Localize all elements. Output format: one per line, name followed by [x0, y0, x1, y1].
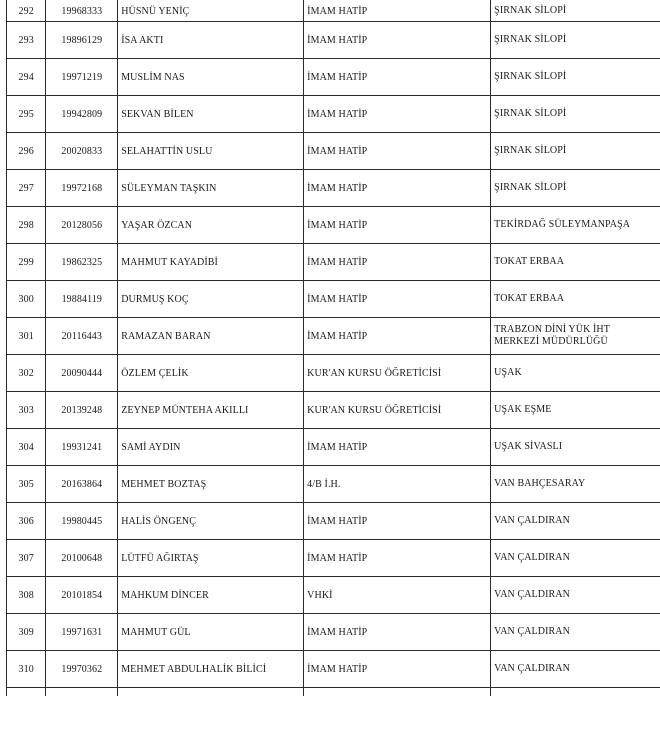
personnel-table: [6, 0, 660, 696]
cell-no: 294: [7, 59, 46, 96]
cell-task: İMAM HATİP: [304, 170, 491, 207]
cell-no: 310: [7, 651, 46, 688]
cell-place: ŞIRNAK SİLOPİ: [491, 133, 660, 170]
cell-task: İMAM HATİP: [304, 207, 491, 244]
cell-place: UŞAK: [491, 355, 660, 392]
table-row: [7, 281, 660, 318]
cell-tc: 19931241: [46, 429, 118, 466]
cell-no: 298: [7, 207, 46, 244]
cell-task: İMAM HATİP: [304, 133, 491, 170]
table-row: [7, 429, 660, 466]
cell-name: ZEYNEP MÜNTEHA AKILLI: [118, 392, 304, 429]
cell-task: İMAM HATİP: [304, 503, 491, 540]
cell-place: VAN ÇALDIRAN: [491, 614, 660, 651]
cell-place: VAN ÇALDIRAN: [491, 577, 660, 614]
cell-place: TRABZON DİNİ YÜK İHT MERKEZİ MÜDÜRLÜĞÜ: [491, 318, 660, 355]
cell-name: ÖZLEM ÇELİK: [118, 355, 304, 392]
cell-task: KUR'AN KURSU ÖĞRETİCİSİ: [304, 392, 491, 429]
cell-tc: 19896129: [46, 22, 118, 59]
cell-name: YAŞAR ÖZCAN: [118, 207, 304, 244]
table-row: [7, 651, 660, 688]
cell-no: 306: [7, 503, 46, 540]
cell-name: MAHKUM DİNCER: [118, 577, 304, 614]
cell-task: İMAM HATİP: [304, 96, 491, 133]
cell-tc: 20128056: [46, 207, 118, 244]
table-row: [7, 466, 660, 503]
cell-empty: [118, 688, 304, 697]
cell-task: 4/B İ.H.: [304, 466, 491, 503]
cell-name: HÜSNÜ YENİÇ: [118, 0, 304, 22]
cell-no: 301: [7, 318, 46, 355]
cell-tc: 20020833: [46, 133, 118, 170]
cell-name: SÜLEYMAN TAŞKIN: [118, 170, 304, 207]
cell-tc: 20101854: [46, 577, 118, 614]
cell-name: MUSLİM NAS: [118, 59, 304, 96]
table-row: [7, 170, 660, 207]
table-row: [7, 355, 660, 392]
cell-name: MAHMUT KAYADİBİ: [118, 244, 304, 281]
cell-no: 309: [7, 614, 46, 651]
cell-empty: [304, 688, 491, 697]
cell-name: MAHMUT GÜL: [118, 614, 304, 651]
cell-tc: 19884119: [46, 281, 118, 318]
cell-tc: 20163864: [46, 466, 118, 503]
cell-place: VAN BAHÇESARAY: [491, 466, 660, 503]
cell-place: ŞIRNAK SİLOPİ: [491, 59, 660, 96]
cell-no: 300: [7, 281, 46, 318]
cell-place: UŞAK SİVASLI: [491, 429, 660, 466]
cell-task: İMAM HATİP: [304, 318, 491, 355]
cell-name: MEHMET ABDULHALİK BİLİCİ: [118, 651, 304, 688]
cell-place: ŞIRNAK SİLOPİ: [491, 0, 660, 22]
table-row: [7, 540, 660, 577]
cell-task: İMAM HATİP: [304, 429, 491, 466]
cell-task: VHKİ: [304, 577, 491, 614]
cell-no: 304: [7, 429, 46, 466]
cell-task: KUR'AN KURSU ÖĞRETİCİSİ: [304, 355, 491, 392]
cell-name: LÜTFÜ AĞIRTAŞ: [118, 540, 304, 577]
cell-empty: [46, 688, 118, 697]
cell-no: 307: [7, 540, 46, 577]
table-row: [7, 59, 660, 96]
cell-task: İMAM HATİP: [304, 59, 491, 96]
cell-name: SELAHATTİN USLU: [118, 133, 304, 170]
cell-name: İSA AKTI: [118, 22, 304, 59]
cell-place: VAN ÇALDIRAN: [491, 651, 660, 688]
cell-place: VAN ÇALDIRAN: [491, 503, 660, 540]
cell-task: İMAM HATİP: [304, 22, 491, 59]
cell-task: İMAM HATİP: [304, 244, 491, 281]
table-row-partial-top: [7, 0, 660, 22]
cell-name: HALİS ÖNGENÇ: [118, 503, 304, 540]
cell-tc: 20116443: [46, 318, 118, 355]
cell-tc: 20090444: [46, 355, 118, 392]
table-row: [7, 392, 660, 429]
table-row-partial-bottom: [7, 688, 660, 697]
table-row: [7, 503, 660, 540]
cell-task: İMAM HATİP: [304, 651, 491, 688]
table-row: [7, 22, 660, 59]
table-row: [7, 133, 660, 170]
cell-tc: 19968333: [46, 0, 118, 22]
cell-no: 296: [7, 133, 46, 170]
cell-no: 292: [7, 0, 46, 22]
cell-empty: [7, 688, 46, 697]
cell-task: İMAM HATİP: [304, 281, 491, 318]
cell-tc: 19980445: [46, 503, 118, 540]
table-row: [7, 614, 660, 651]
cell-task: İMAM HATİP: [304, 614, 491, 651]
cell-tc: 19942809: [46, 96, 118, 133]
cell-no: 295: [7, 96, 46, 133]
cell-place: TOKAT ERBAA: [491, 244, 660, 281]
cell-task: İMAM HATİP: [304, 540, 491, 577]
table-body: [7, 0, 660, 696]
table-row: [7, 96, 660, 133]
cell-task: İMAM HATİP: [304, 0, 491, 22]
cell-no: 299: [7, 244, 46, 281]
cell-name: SEKVAN BİLEN: [118, 96, 304, 133]
cell-place: TEKİRDAĞ SÜLEYMANPAŞA: [491, 207, 660, 244]
cell-place: ŞIRNAK SİLOPİ: [491, 22, 660, 59]
cell-no: 297: [7, 170, 46, 207]
table-row: [7, 318, 660, 355]
cell-no: 308: [7, 577, 46, 614]
cell-tc: 20100648: [46, 540, 118, 577]
cell-tc: 19970362: [46, 651, 118, 688]
cell-name: SAMİ AYDIN: [118, 429, 304, 466]
cell-place: VAN ÇALDIRAN: [491, 540, 660, 577]
cell-place: UŞAK EŞME: [491, 392, 660, 429]
cell-no: 302: [7, 355, 46, 392]
cell-tc: 19862325: [46, 244, 118, 281]
cell-tc: 19972168: [46, 170, 118, 207]
cell-name: RAMAZAN BARAN: [118, 318, 304, 355]
cell-place: ŞIRNAK SİLOPİ: [491, 96, 660, 133]
cell-tc: 19971631: [46, 614, 118, 651]
cell-tc: 20139248: [46, 392, 118, 429]
cell-tc: 19971219: [46, 59, 118, 96]
cell-place: ŞIRNAK SİLOPİ: [491, 170, 660, 207]
table-row: [7, 207, 660, 244]
cell-no: 293: [7, 22, 46, 59]
cell-no: 303: [7, 392, 46, 429]
table-row: [7, 244, 660, 281]
cell-empty: [491, 688, 660, 697]
cell-name: MEHMET BOZTAŞ: [118, 466, 304, 503]
cell-name: DURMUŞ KOÇ: [118, 281, 304, 318]
table-row: [7, 577, 660, 614]
cell-no: 305: [7, 466, 46, 503]
cell-place: TOKAT ERBAA: [491, 281, 660, 318]
